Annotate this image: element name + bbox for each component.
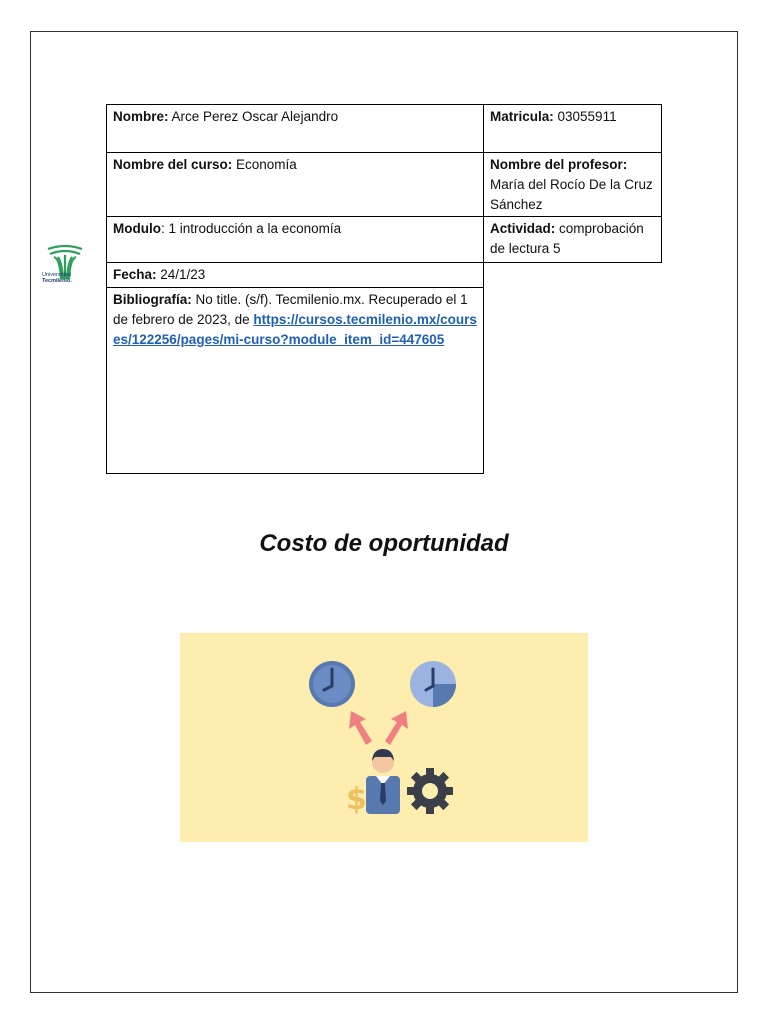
person-icon bbox=[366, 749, 400, 814]
biblio-link[interactable]: https://cursos.tecmilenio.mx/courses/122256/pages/mi-curso?module_item_id=447605 bbox=[113, 312, 477, 347]
logo-text bbox=[42, 272, 72, 284]
logo-line2: Tecmilenio. bbox=[42, 278, 72, 284]
nombre-value: Arce Perez Oscar Alejandro bbox=[168, 109, 339, 124]
tecmilenio-logo-icon bbox=[44, 233, 86, 293]
dollar-icon: $ bbox=[346, 782, 367, 817]
curso-label: Nombre del curso: bbox=[113, 157, 233, 172]
matricula-label: Matricula: bbox=[490, 109, 554, 124]
actividad-cell bbox=[483, 216, 662, 263]
profesor-value: María del Rocío De la Cruz Sánchez bbox=[490, 177, 653, 212]
curso-cell bbox=[106, 152, 484, 217]
logo-line1: Universidad bbox=[42, 272, 72, 278]
nombre-label: Nombre: bbox=[113, 109, 169, 124]
actividad-label: Actividad: bbox=[490, 221, 556, 236]
actividad-value: comprobación de lectura 5 bbox=[490, 221, 644, 256]
arrows-icon bbox=[349, 711, 408, 745]
biblio-label: Bibliografía: bbox=[113, 292, 192, 307]
profesor-label: Nombre del profesor: bbox=[490, 157, 628, 172]
page-title: Costo de oportunidad bbox=[259, 530, 509, 557]
gear-icon bbox=[407, 768, 453, 814]
modulo-label: Modulo bbox=[113, 221, 161, 236]
fecha-cell bbox=[106, 262, 484, 288]
profesor-cell bbox=[483, 152, 662, 217]
opportunity-cost-illustration bbox=[180, 633, 588, 842]
matricula-cell bbox=[483, 104, 662, 153]
biblio-value: No title. (s/f). Tecmilenio.mx. Recuperado el 1 de febrero de 2023, de bbox=[113, 292, 468, 327]
illustration-svg bbox=[180, 633, 588, 842]
clock-right-icon bbox=[410, 661, 456, 707]
matricula-value: 03055911 bbox=[553, 109, 617, 124]
clock-left-icon bbox=[309, 661, 355, 707]
modulo-value: : 1 introducción a la economía bbox=[160, 221, 342, 236]
fecha-label: Fecha: bbox=[113, 267, 157, 282]
bibliografia-cell bbox=[106, 287, 484, 474]
modulo-cell bbox=[106, 216, 484, 263]
nombre-cell bbox=[106, 104, 484, 153]
fecha-value: 24/1/23 bbox=[156, 267, 206, 282]
curso-value: Economía bbox=[232, 157, 297, 172]
